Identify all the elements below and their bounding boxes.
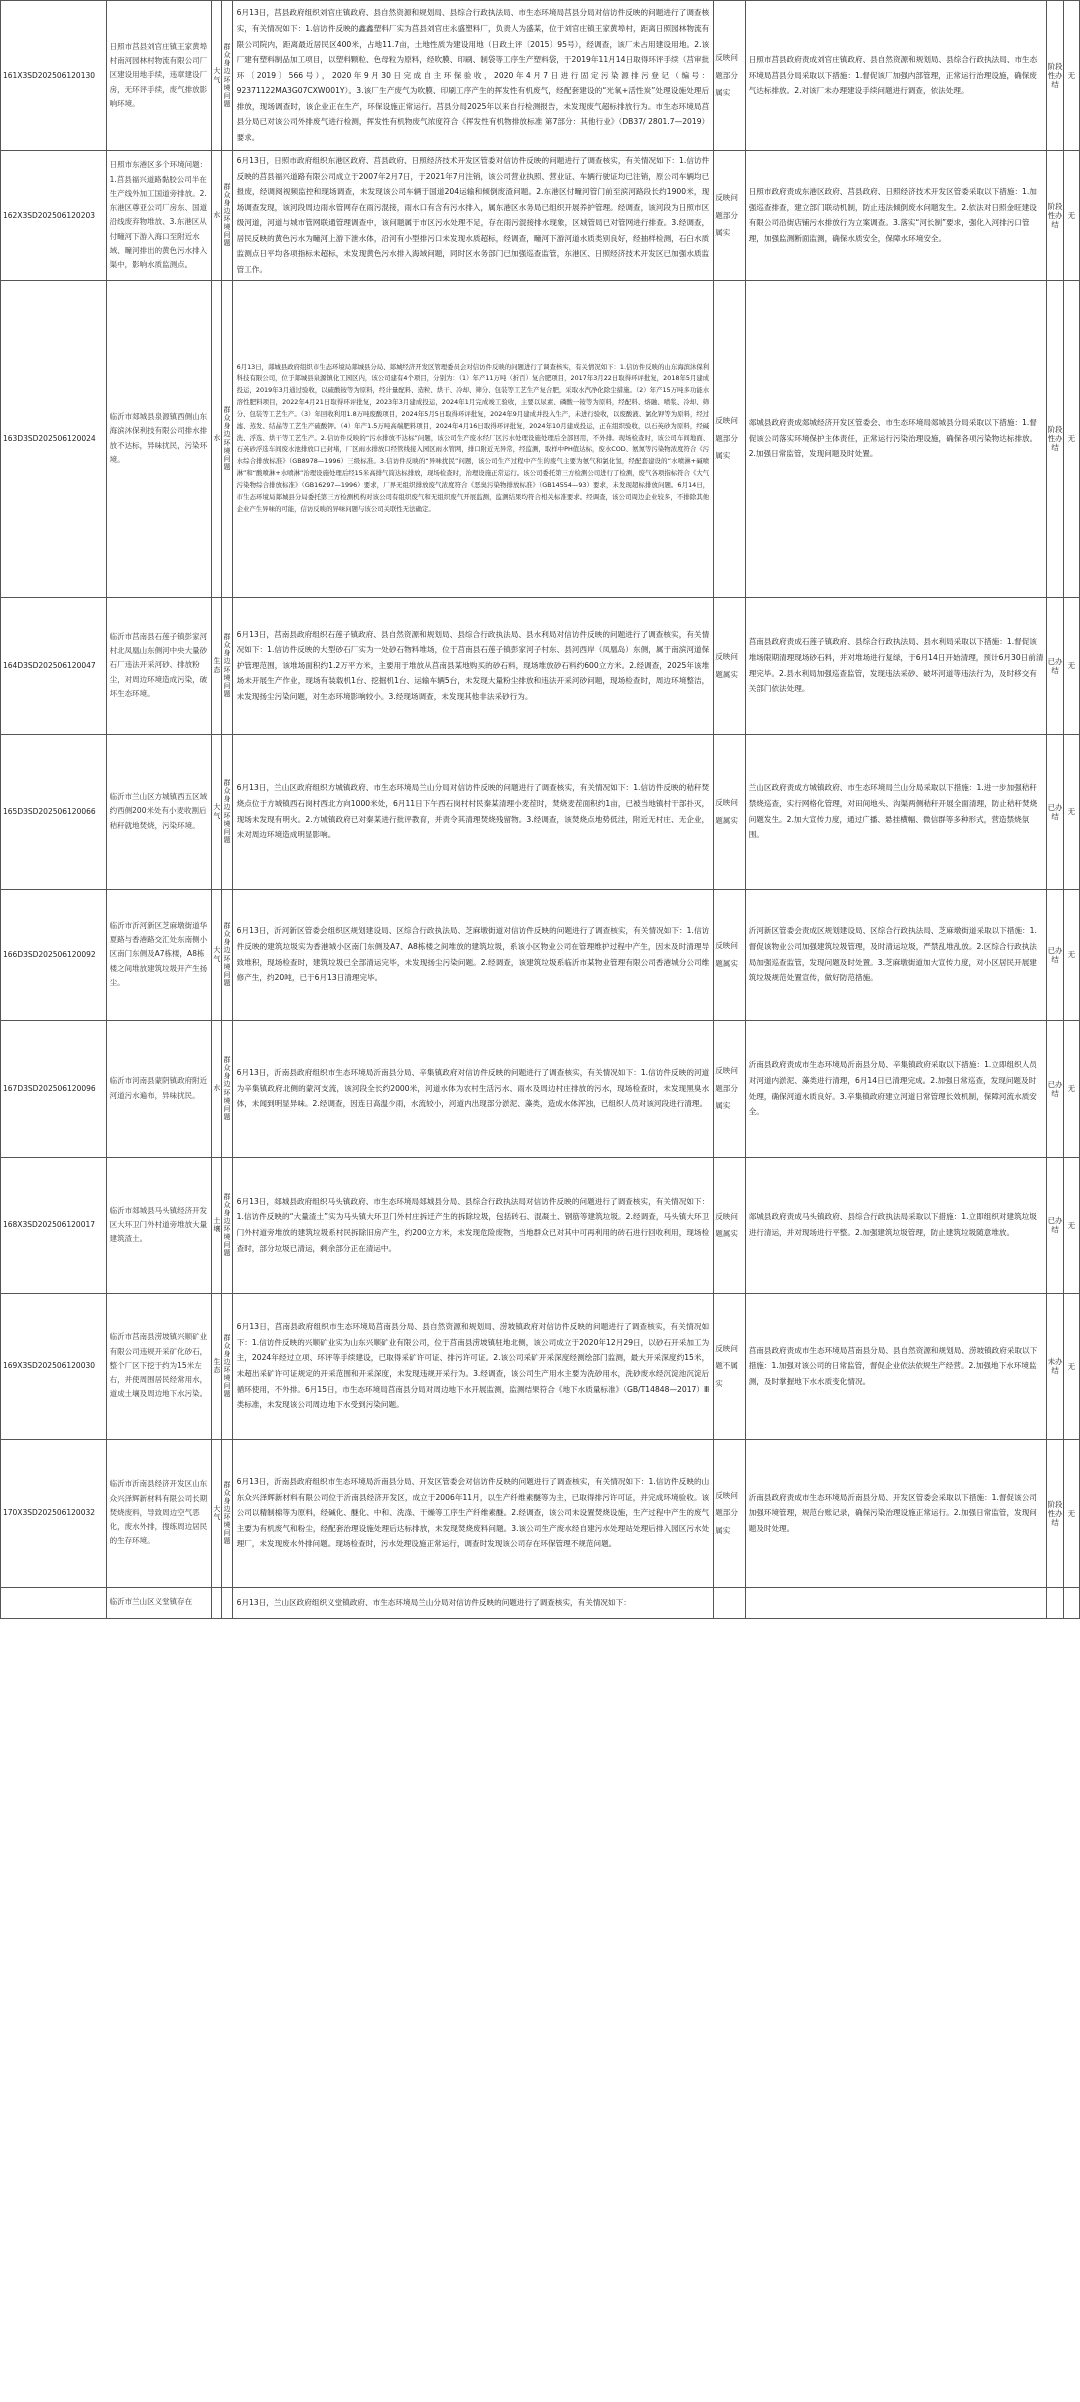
accountability-cell: 无	[1063, 1020, 1079, 1157]
category-cell: 群众身边环境问题	[222, 734, 232, 889]
case-id-cell: 170X3SD202506120032	[1, 1439, 107, 1587]
accountability-cell: 无	[1063, 1439, 1079, 1587]
status-cell: 阶段性办结	[1047, 1439, 1063, 1587]
accountability-cell: 无	[1063, 889, 1079, 1020]
verdict-cell: 反映问题部分属实	[714, 1020, 745, 1157]
verdict-cell: 反映问题属实	[714, 889, 745, 1020]
finding-cell: 6月13日，郯城县政府组织马头镇政府、市生态环境局郯城县分局、县综合行政执法局对信访件反映的问题进行了调查核实，有关情况如下：1.信访件反映的“大量渣土”实为马头镇大环卫门外村庄拆迁产生的拆除垃圾，包括砖石、混凝土、钢筋等建筑垃圾。2.经调查，马头镇大环卫门外村道旁堆放的建筑垃圾系村民拆除旧房产生，约200立方米，未发现危险废物，当地群众已对其中可再利用的砖石进行回收利用，现场检查时，部分垃圾已清运，剩余部分正在清运中。	[232, 1157, 714, 1293]
status-cell: 已办结	[1047, 734, 1063, 889]
pollution-type-cell: 大气	[212, 889, 222, 1020]
complaint-cell: 临沂市河南县蒙阴镇政府附近河道污水遍布，异味扰民。	[106, 1020, 212, 1157]
finding-cell: 6月13日，沂河新区管委会组织区规划建设局、区综合行政执法局、芝麻墩街道对信访件反映的问题进行了调查核实，有关情况如下：1.信访件反映的建筑垃圾实为香港城小区南门东侧及A7、A8栋楼之间堆放的建筑垃圾，系该小区物业公司在管理维护过程中产生，因未及时清理导致堆积，现场检查时，建筑垃圾已全部清运完毕，未发现扬尘污染问题。2.经调查，该建筑垃圾系临沂市某物业管理有限公司香港城分公司维修产生，约20吨，已于6月13日清理完毕。	[232, 889, 714, 1020]
accountability-cell: 无	[1063, 151, 1079, 281]
pollution-type-cell	[212, 1587, 222, 1618]
accountability-cell	[1063, 1587, 1079, 1618]
pollution-type-cell: 大气	[212, 1439, 222, 1587]
complaint-cell: 临沂市郯城县泉源镇西侧山东海滨沐保利技有限公司排水排放不达标，异味扰民，污染环境。	[106, 280, 212, 597]
finding-cell: 6月13日，兰山区政府组织方城镇政府、市生态环境局兰山分局对信访件反映的问题进行了调查核实，有关情况如下：1.信访件反映的秸秆焚烧点位于方城镇西石岗村西北方向1000米处，6月11日下午西石岗村村民秦某清理小麦茬时，焚烧麦茬面积约1亩，已被当地镇村干部扑灭，现场未发现有明火。2.方城镇政府已对秦某进行批评教育，并责令其清理焚烧残留物。3.经调查，该焚烧点地势低洼，附近无村庄、无企业，未对周边环境造成明显影响。	[232, 734, 714, 889]
complaint-cell: 临沂市莒南县石莲子镇彭家河村北凤凰山东侧河中央大量砂石厂违法开采河砂、排放粉尘，对周边环境造成污染，破坏生态环境。	[106, 597, 212, 734]
measures-cell: 郯城县政府责成郯城经济开发区管委会、市生态环境局郯城县分局采取以下措施：1.督促该公司落实环境保护主体责任，正常运行污染治理设施，确保各项污染物达标排放。2.加强日常监管，发现问题及时处置。	[745, 280, 1047, 597]
category-cell: 群众身边环境问题	[222, 1157, 232, 1293]
table-row	[1, 597, 1080, 734]
finding-cell: 6月13日，郯城县政府组织市生态环境局郯城县分局、郯城经济开发区管理委员会对信访件反映的问题进行了调查核实，有关情况如下：1.信访件反映的山东海滨沐保利科技有限公司，位于郯城县泉源镇化工园区内，该公司建有4个项目，分别为：（1）年产11万吨（折百）复合肥项目，2017年3月22日取得环评批复，2018年5月建成投运，2019年3月通过验收，以硫酸铵等为原料，经计量配料、造粒、烘干、冷却、筛分、包装等工艺生产复合肥，采取水汽净化除尘措施。（2）年产15万吨多功能水溶性肥料项目，2022年4月21日取得环评批复，2023年3月建成投运，2024年1月完成竣工验收，主要以尿素、磷酸一铵等为原料，经配料、熔融、喷浆、冷却、筛分、包装等工艺生产。（3）年回收利用1.8万吨废酸项目，2024年5月5日取得环评批复，2024年9月建成并投入生产，未进行验收，以废酸液、氯化钾等为原料，经过滤、蒸发、结晶等工艺生产硫酸钾。（4）年产1.5万吨高端肥料项目，2024年4月16日取得环评批复，2024年10月建成投运，正在组织验收，以石英砂为原料，经碱洗、浮选、烘干等工艺生产。2.信访件反映的“污水排放不达标”问题，该公司生产废水经厂区污水处理设施处理后全部回用，不外排。现场检查时，该公司车间地面、石英砂浮选车间废水池排放口已封堵，厂区雨水排放口经管线接入园区雨水管网，排口附近无异常，经监测，取样中PH值达标，废水COD、氨氮等污染物浓度符合《污水综合排放标准》（GB8978—1996）三级标准。3.信访件反映的“异味扰民”问题，该公司生产过程中产生的废气主要为氨气和氯化氢，经配套建设的“水喷淋+碱喷淋”和“酸喷淋+水喷淋”治理设施处理后经15米高排气筒达标排放，现场检查时，治理设施正常运行。该公司委托第三方检测公司进行了检测，废气各项指标符合《大气污染物综合排放标准》（GB16297—1996）要求，厂界无组织排放废气浓度符合《恶臭污染物排放标准》（GB14554—93）要求，未发现超标排放问题。6月14日，市生态环境局郯城县分局委托第三方检测机构对该公司有组织废气和无组织废气开展监测，监测结果均符合相关标准要求。经调查，该公司周边企业较多，不排除其他企业产生异味的可能，信访反映的异味问题与该公司关联性无法确定。	[232, 280, 714, 597]
status-cell: 未办结	[1047, 1293, 1063, 1439]
status-cell: 已办结	[1047, 1020, 1063, 1157]
pollution-type-cell: 大气	[212, 1, 222, 151]
finding-cell: 6月13日，沂南县政府组织市生态环境局沂南县分局、辛集镇政府对信访件反映的问题进行了调查核实，有关情况如下：1.信访件反映的河道为辛集镇政府北侧的蒙河支流，该河段全长约2000米，河道水体为农村生活污水、雨水及周边村庄排放的污水，现场检查时，未发现黑臭水体，未闻到明显异味。2.经调查，因连日高温少雨，水流较小，河道内出现部分淤泥、藻类，造成水体浑浊，已组织人员对该河段进行清理。	[232, 1020, 714, 1157]
case-id-cell: 163D3SD202506120024	[1, 280, 107, 597]
complaint-cell: 临沂市兰山区义堂镇存在	[106, 1587, 212, 1618]
measures-cell: 日照市莒县政府责成刘官庄镇政府、县自然资源和规划局、县综合行政执法局、市生态环境局莒县分局采取以下措施：1.督促该厂加强内部管理，正常运行治理设施，确保废气达标排放。2.对该厂未办理建设手续问题进行调查，依法处理。	[745, 1, 1047, 151]
category-cell: 群众身边环境问题	[222, 151, 232, 281]
pollution-type-cell: 水	[212, 1020, 222, 1157]
verdict-cell: 反映问题部分属实	[714, 151, 745, 281]
accountability-cell: 无	[1063, 734, 1079, 889]
case-id-cell: 165D3SD202506120066	[1, 734, 107, 889]
complaint-cell: 临沂市郯城县马头镇经济开发区大环卫门外村道旁堆放大量建筑渣土。	[106, 1157, 212, 1293]
category-cell: 群众身边环境问题	[222, 1, 232, 151]
pollution-type-cell: 水	[212, 151, 222, 281]
finding-cell: 6月13日，沂南县政府组织市生态环境局沂南县分局、开发区管委会对信访件反映的问题进行了调查核实，有关情况如下：1.信访件反映的山东众兴泽辉新材料有限公司位于沂南县经济开发区，成立于2006年11月，以生产纤维素醚等为主，已取得排污许可证，并完成环境验收。该公司以精制棉等为原料，经碱化、醚化、中和、洗涤、干燥等工序生产纤维素醚。2.经调查，该公司未设置焚烧设施，生产过程中产生的废气主要为有机废气和粉尘，经配套治理设施处理后达标排放，未发现焚烧废料问题。3.该公司生产废水经自建污水处理站处理后排入园区污水处理厂，未发现废水外排问题。现场检查时，污水处理设施正常运行，调查时发现该公司存在环保管理不规范问题。	[232, 1439, 714, 1587]
status-cell	[1047, 1587, 1063, 1618]
verdict-cell: 反映问题不属实	[714, 1293, 745, 1439]
measures-cell: 日照市政府责成东港区政府、莒县政府、日照经济技术开发区管委采取以下措施：1.加强巡查排查，建立部门联动机制，防止违法倾倒废水问题发生。2.依法对日照金旺建设有限公司沿街店铺污水排放行为立案调查。3.落实“河长制”要求，强化入河排污口管理，加强监测断面监测，确保水质安全，保障水环境安全。	[745, 151, 1047, 281]
measures-cell: 莒南县政府责成市生态环境局莒南县分局、县自然资源和规划局、涝坡镇政府采取以下措施：1.加强对该公司的日常监管，督促企业依法依规生产经营。2.加强地下水环境监测，及时掌握地下水水质变化情况。	[745, 1293, 1047, 1439]
case-id-cell: 169X3SD202506120030	[1, 1293, 107, 1439]
measures-cell: 沂河新区管委会责成区规划建设局、区综合行政执法局、芝麻墩街道采取以下措施：1.督促该物业公司加强建筑垃圾管理，及时清运垃圾，严禁乱堆乱放。2.区综合行政执法局加强巡查监管，发现问题及时处置。3.芝麻墩街道加大宣传力度，对小区居民开展建筑垃圾规范处置宣传，做好防范措施。	[745, 889, 1047, 1020]
finding-cell: 6月13日，兰山区政府组织义堂镇政府、市生态环境局兰山分局对信访件反映的问题进行了调查核实，有关情况如下：	[232, 1587, 714, 1618]
pollution-type-cell: 生态	[212, 597, 222, 734]
case-id-cell	[1, 1587, 107, 1618]
verdict-cell: 反映问题属实	[714, 1157, 745, 1293]
complaint-cell: 临沂市兰山区方城镇西五区域约西侧200米处有小麦收割后秸秆就地焚烧，污染环境。	[106, 734, 212, 889]
case-id-cell: 164D3SD202506120047	[1, 597, 107, 734]
table-row	[1, 1020, 1080, 1157]
category-cell: 群众身边环境问题	[222, 597, 232, 734]
accountability-cell: 无	[1063, 1293, 1079, 1439]
measures-cell: 郯城县政府责成马头镇政府、县综合行政执法局采取以下措施：1.立即组织对建筑垃圾进行清运，并对现场进行平整。2.加强建筑垃圾管理，防止建筑垃圾随意堆放。	[745, 1157, 1047, 1293]
table-row	[1, 280, 1080, 597]
status-cell: 已办结	[1047, 597, 1063, 734]
table-row	[1, 734, 1080, 889]
complaint-cell: 临沂市莒南县涝坡镇兴顺矿业有限公司违规开采矿化砂石，整个厂区下挖于约为15米左右，并使周围居民经常用水，道成土壤及周边地下水污染。	[106, 1293, 212, 1439]
table-row	[1, 1439, 1080, 1587]
case-id-cell: 168X3SD202506120017	[1, 1157, 107, 1293]
category-cell: 群众身边环境问题	[222, 280, 232, 597]
pollution-type-cell: 生态	[212, 1293, 222, 1439]
accountability-cell: 无	[1063, 1, 1079, 151]
status-cell: 阶段性办结	[1047, 280, 1063, 597]
status-cell: 阶段性办结	[1047, 1, 1063, 151]
table-row	[1, 1157, 1080, 1293]
finding-cell: 6月13日，日照市政府组织东港区政府、莒县政府、日照经济技术开发区管委对信访件反映的问题进行了调查核实，有关情况如下：1.信访件反映的莒县福兴道路有限公司成立于2007年2月7日，于2021年7月注销，该公司营业执照、营业证、车辆行驶证均已注销，原公司车辆均已报废，经调阅视频监控和现场调查，未发现该公司车辆于国道204运输和倾倒废渣问题。2.东港区付疃河管门前至滨河路段长约1900米，现场调查发现，该河段周边雨水管网存在雨污混接，雨水口有含有污水排入，属东港区水务局已组织开展养护管理。经调查，该河段为日照市区级河道，河道与城市管网联通管理调查中，该问题属于市区污水处理不足，存在雨污混接排水现象，区城管局已对管网进行排查。3.经调查，居民反映的黄色污水为疃河上游下泄水体，沿河有小型排污口未发现水质超标，经调查，疃河下游河道水质类别良好，经抽样检测，石臼水质监测点日平均各项指标未超标，未发现黄色污水排入海域问题，同时区水务部门已加强巡查监管，东港区、日照经济技术开发区已加强水质监管工作。	[232, 151, 714, 281]
verdict-cell: 反映问题部分属实	[714, 1439, 745, 1587]
case-id-cell: 161X3SD202506120130	[1, 1, 107, 151]
table-row	[1, 151, 1080, 281]
accountability-cell: 无	[1063, 280, 1079, 597]
measures-cell: 莒南县政府责成石莲子镇政府、县综合行政执法局、县水利局采取以下措施：1.督促该堆场限期清理现场砂石料，并对堆场进行复绿，于6月14日开始清理，预计6月30日前清理完毕。2.县水利局加强巡查监管，发现违法采砂、破坏河道等违法行为，及时移交有关部门依法处理。	[745, 597, 1047, 734]
table-row	[1, 889, 1080, 1020]
measures-cell: 兰山区政府责成方城镇政府、市生态环境局兰山分局采取以下措施：1.进一步加强秸秆禁烧巡查，实行网格化管理，对田间地头、沟渠两侧秸秆开展全面清理，防止秸秆焚烧问题发生。2.加大宣传力度，通过广播、悬挂横幅、微信群等多种形式，营造禁烧氛围。	[745, 734, 1047, 889]
measures-cell: 沂南县政府责成市生态环境局沂南县分局、开发区管委会采取以下措施：1.督促该公司加强环境管理，规范台账记录，确保污染治理设施正常运行。2.加强日常监管，发现问题及时处理。	[745, 1439, 1047, 1587]
status-cell: 已办结	[1047, 1157, 1063, 1293]
verdict-cell: 反映问题属实	[714, 597, 745, 734]
measures-cell: 沂南县政府责成市生态环境局沂南县分局、辛集镇政府采取以下措施：1.立即组织人员对河道内淤泥、藻类进行清理，6月14日已清理完成。2.加强日常巡查，发现问题及时处理，确保河道水质良好。3.辛集镇政府建立河道日常管理长效机制，保障河流水质安全。	[745, 1020, 1047, 1157]
pollution-type-cell: 大气	[212, 734, 222, 889]
verdict-cell: 反映问题属实	[714, 734, 745, 889]
case-id-cell: 162X3SD202506120203	[1, 151, 107, 281]
finding-cell: 6月13日，莒南县政府组织石莲子镇政府、县自然资源和规划局、县综合行政执法局、县水利局对信访件反映的问题进行了调查核实，有关情况如下：1.信访件反映的大型砂石厂实为一处砂石物料堆场，位于莒南县石莲子镇彭家河子村东、县河西岸（凤凰岛）东侧，属于南滨河道保护管理范围，该堆场面积约1.2万平方米，主要用于堆放从莒南县某地购买的砂石料，现场堆放砂石料约600立方米。2.经调查，2025年该堆场未开展生产作业，现场有装载机1台、挖掘机1台、运输车辆5台，未发现大量粉尘排放和违法开采河砂问题，现场检查时，周边环境整洁，未发现扬尘污染问题，对生态环境影响较小。3.经现场调查，未发现其他非法采砂行为。	[232, 597, 714, 734]
verdict-cell	[714, 1587, 745, 1618]
complaint-cell: 临沂市沂南县经济开发区山东众兴泽辉新材料有限公司长期焚烧废料，导致周边空气恶化，废水外排，搜练周边居民的生存环境。	[106, 1439, 212, 1587]
category-cell: 群众身边环境问题	[222, 889, 232, 1020]
case-id-cell: 167D3SD202506120096	[1, 1020, 107, 1157]
status-cell: 已办结	[1047, 889, 1063, 1020]
category-cell: 群众身边环境问题	[222, 1020, 232, 1157]
case-id-cell: 166D3SD202506120092	[1, 889, 107, 1020]
category-cell	[222, 1587, 232, 1618]
complaint-cell: 日照市莒县刘官庄镇王家黄埠村南河园林村物流有限公司厂区建设用地手续，违章建设厂房，无环评手续，废气排放影响环境。	[106, 1, 212, 151]
finding-cell: 6月13日，莒县政府组织刘官庄镇政府、县自然资源和规划局、县综合行政执法局、市生态环境局莒县分局对信访件反映的问题进行了调查核实，有关情况如下：1.信访件反映的鑫鑫塑料厂实为莒县刘官庄永盛塑料厂，负责人为盛某，位于刘官庄镇王家黄埠村，距离日照园林物流有限公司院内，距离最近居民区400米，占地11.7亩，土地性质为建设用地（日政土评〔2015〕95号），经调查，该厂未占用建设用地。2.该厂建有塑料制品加工项目，以塑料颗粒、色母粒为原料，经吹膜、印刷、制袋等工序生产塑料袋，于2019年11月14日取得环评手续（莒审批环〔2019〕566号），2020年9月30日完成自主环保验收，2020年4月7日进行固定污染源排污登记（编号：92371122MA3G07CXW001Y）。3.该厂生产废气为吹膜、印刷工序产生的挥发性有机废气，经配套建设的“光氧+活性炭”处理设施处理后排放，现场调查时，该企业正在生产，环保设施正常运行。莒县分局2025年以来自行检测报告，未发现废气超标排放行为。市生态环境局莒县分局已对该公司外排废气进行检测，挥发性有机物废气浓度符合《挥发性有机物排放标准 第7部分：其他行业》（DB37/ 2801.7—2019）要求。	[232, 1, 714, 151]
accountability-cell: 无	[1063, 1157, 1079, 1293]
table-row	[1, 1293, 1080, 1439]
category-cell: 群众身边环境问题	[222, 1293, 232, 1439]
measures-cell	[745, 1587, 1047, 1618]
complaint-cell: 临沂市沂河新区芝麻墩街道华夏路与香港路交汇处东南侧小区南门东侧及A7栋楼，A8栋楼之间堆放建筑垃圾开产生扬尘。	[106, 889, 212, 1020]
category-cell: 群众身边环境问题	[222, 1439, 232, 1587]
complaint-cell: 日照市东港区多个环境问题：1.莒县福兴道路黏胶公司半在生产线外加工国道旁排放。2.东港区尊亚公司厂房东、国道沿线废弃物堆放、3.东港区从付疃河下游入海口至附近水域、疃河排出的黄色污水排入渠中，影响水质监测点。	[106, 151, 212, 281]
finding-cell: 6月13日，莒南县政府组织市生态环境局莒南县分局、县自然资源和规划局、涝坡镇政府对信访件反映的问题进行了调查核实，有关情况如下：1.信访件反映的兴顺矿业实为山东兴顺矿业有限公司，位于莒南县涝坡镇驻地北侧，该公司成立于2020年12月29日，以砂石开采加工为主，2024年经过立项、环评等手续建设，已取得采矿许可证、排污许可证。2.该公司采矿开采深度经测绘部门监测，最大开采深度约15米，未超出采矿许可证规定的开采范围和开采深度，未发现违规开采行为。3.经调查，该公司生产用水主要为洗砂用水，洗砂废水经沉淀池沉淀后循环使用，不外排。6月15日，市生态环境局莒南县分局对周边地下水开展监测，监测结果符合《地下水质量标准》（GB/T14848—2017）Ⅲ类标准，未发现该公司周边地下水受到污染问题。	[232, 1293, 714, 1439]
table-row	[1, 1587, 1080, 1618]
verdict-cell: 反映问题部分属实	[714, 280, 745, 597]
pollution-type-cell: 土壤	[212, 1157, 222, 1293]
pollution-type-cell: 水	[212, 280, 222, 597]
table-row	[1, 1, 1080, 151]
verdict-cell: 反映问题部分属实	[714, 1, 745, 151]
accountability-cell: 无	[1063, 597, 1079, 734]
status-cell: 阶段性办结	[1047, 151, 1063, 281]
